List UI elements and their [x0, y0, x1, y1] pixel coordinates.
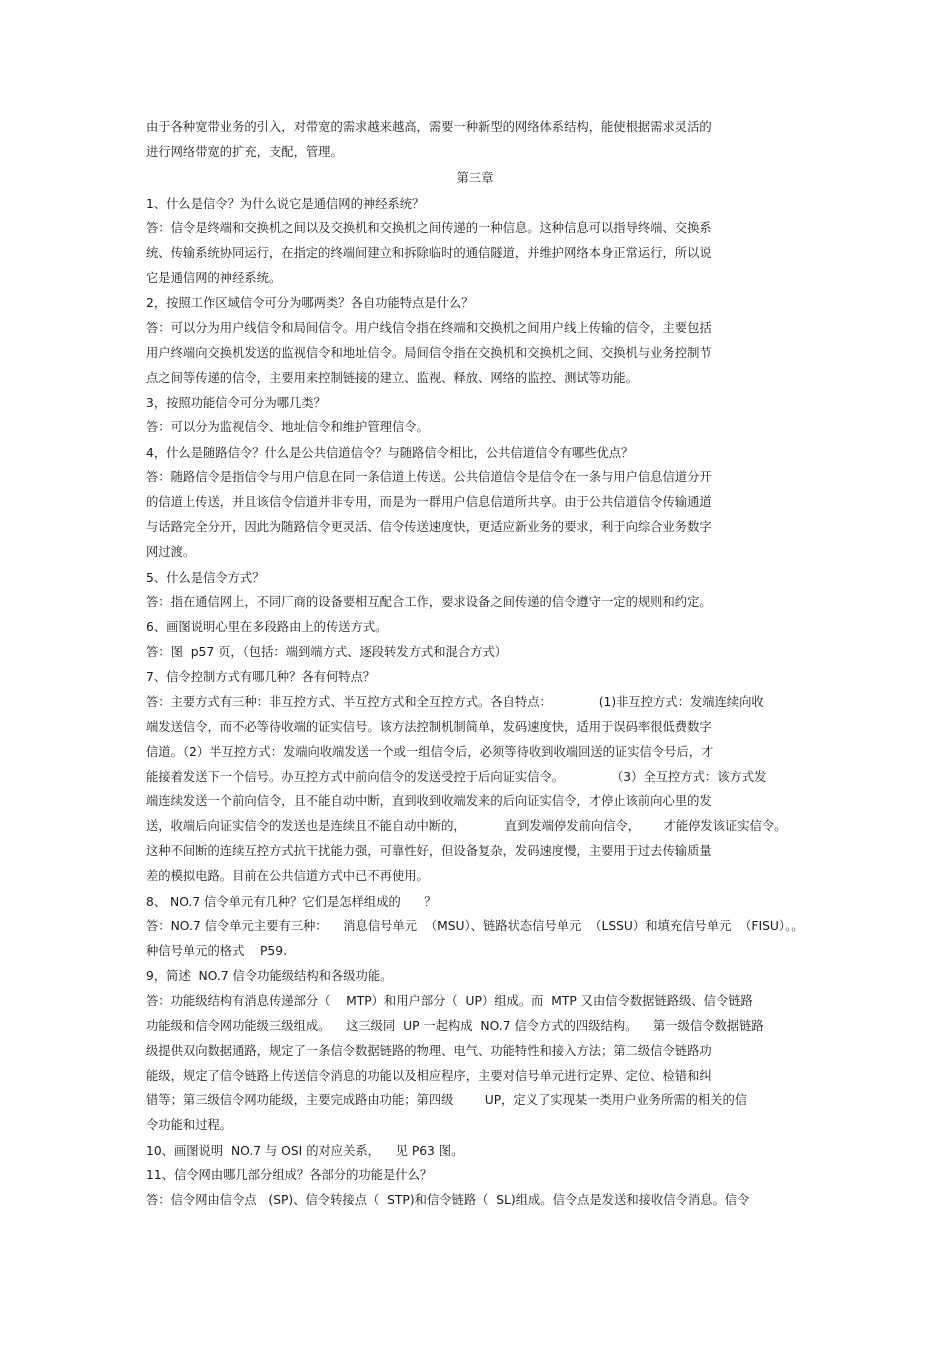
text-line: 功能级和信令网功能级三级组成。 这三级同 UP 一起构成 NO.7 信令方式的四级结构。 第一级信令数据链路	[146, 1019, 764, 1033]
answer-line: 答：功能级结构有消息传递部分（ MTP）和用户部分（ UP）组成。而 MTP 又由信令数据链路级、信令链路	[146, 994, 753, 1008]
text-line: 用户终端向交换机发送的监视信令和地址信令。局间信令指在交换机和交换机之间、交换机与业务控制节	[146, 346, 712, 360]
text-line: 由于各种宽带业务的引入，对带宽的需求越来越高，需要一种新型的网络体系结构，能使根据需求灵活的	[146, 120, 712, 134]
answer-line: 答：信令网由信令点 (SP)、信令转接点（ STP)和信令链路（ SL)组成。信令点是发送和接收信令消息。信令	[146, 1193, 750, 1207]
question-line: 5、什么是信令方式？	[146, 571, 265, 585]
text-line: 令功能和过程。	[146, 1118, 233, 1132]
text-line: 错等；第三级信令网功能级，主要完成路由功能；第四级 UP，定义了实现某一类用户业务所需的相关的信	[146, 1093, 748, 1107]
question-line: 8、 NO.7 信令单元有几种？它们是怎样组成的 ？	[146, 895, 437, 909]
question-line: 11、信令网由哪几部分组成？各部分的功能是什么？	[146, 1168, 433, 1182]
answer-line: 答：可以分为监视信令、地址信令和维护管理信令。	[146, 420, 429, 434]
text-line: 网过渡。	[146, 545, 196, 559]
question-line: 6、画图说明心里在多段路由上的传送方式。	[146, 620, 388, 634]
text-line: 端发送信令，而不必等待收端的证实信号。该方法控制机制简单，发码速度快，适用于误码率很低费数字	[146, 720, 712, 734]
text-line: 送，收端后向证实信令的发送也是连续且不能自动中断的， 直到发端停发前向信令， 才能停发该证实信令。	[146, 819, 787, 833]
question-line: 9，简述 NO.7 信令功能级结构和各级功能。	[146, 969, 393, 983]
answer-line: 答：指在通信网上，不同厂商的设备要相互配合工作，要求设备之间传递的信令遵守一定的规则和约定。	[146, 595, 712, 609]
question-line: 2，按照工作区域信令可分为哪两类？各自功能特点是什么？	[146, 296, 474, 310]
text-line: 信道。（2）半互控方式：发端向收端发送一个或一组信令后，必须等待收到收端回送的证实信令号后，才	[146, 745, 714, 759]
answer-line: 答：随路信令是指信令与用户信息在同一条信道上传送。公共信道信令是信令在一条与用户信息信道分开	[146, 470, 712, 484]
answer-line: 答：信令是终端和交换机之间以及交换机和交换机之间传递的一种信息。这种信息可以指导终端、交换系	[146, 221, 712, 235]
text-line: 差的模拟电路。目前在公共信道方式中已不再使用。	[146, 869, 429, 883]
chapter-heading: 第三章	[456, 171, 494, 185]
question-line: 7、信令控制方式有哪几种？各有何特点？	[146, 670, 376, 684]
text-line: 与话路完全分开，因此为随路信令更灵活、信令传送速度快，更适应新业务的要求，利于向综合业务数字	[146, 520, 712, 534]
text-line: 能级，规定了信令链路上传送信令消息的功能以及相应程序，主要对信号单元进行定界、定位、检错和纠	[146, 1069, 712, 1083]
text-line: 统、传输系统协同运行，在指定的终端间建立和拆除临时的通信隧道，并维护网络本身正常运行，所以说	[146, 246, 712, 260]
text-line: 能接着发送下一个信号。办互控方式中前向信令的发送受控于后向证实信令。 （3）全互控方式：该方式发	[146, 770, 767, 784]
question-line: 3，按照功能信令可分为哪几类？	[146, 396, 326, 410]
answer-line: 答：NO.7 信令单元主要有三种： 消息信号单元 （MSU）、链路状态信号单元 （LSSU）和填充信号单元 （FISU）。。	[146, 919, 804, 933]
text-line: 进行网络带宽的扩充，支配，管理。	[146, 145, 343, 159]
text-line: 这种不间断的连续互控方式抗干扰能力强，可靠性好，但设备复杂，发码速度慢，主要用于过去传输质量	[146, 844, 712, 858]
text-line: 种信号单元的格式 P59.	[146, 944, 287, 958]
text-line: 级提供双向数据通路，规定了一条信令数据链路的物理、电气、功能特性和接入方法；第二级信令链路功	[146, 1044, 712, 1058]
text-line: 它是通信网的神经系统。	[146, 271, 282, 285]
question-line: 4，什么是随路信令？什么是公共信道信令？与随路信令相比，公共信道信令有哪些优点？	[146, 446, 634, 460]
answer-line: 答：主要方式有三种：非互控方式、半互控方式和全互控方式。各自特点： (1)非互控方式：发端连续向收	[146, 695, 764, 709]
answer-line: 答：可以分为用户线信令和局间信令。用户线信令指在终端和交换机之间用户线上传输的信令，主要包括	[146, 321, 712, 335]
text-line: 的信道上传送，并且该信令信道并非专用，而是为一群用户信息信道所共享。由于公共信道信令传输通道	[146, 495, 712, 509]
question-line: 1、什么是信令？为什么说它是通信网的神经系统？	[146, 197, 425, 211]
text-line: 端连续发送一个前向信令，且不能自动中断，直到收到收端发来的后向证实信令，才停止该前向心里的发	[146, 794, 712, 808]
text-line: 点之间等传递的信令，主要用来控制链接的建立、监视、释放、网络的监控、测试等功能。	[146, 371, 638, 385]
question-line: 10、画图说明 NO.7 与 OSI 的对应关系， 见 P63 图。	[146, 1144, 464, 1158]
answer-line: 答：图 p57 页，（包括：端到端方式、逐段转发方式和混合方式）	[146, 645, 508, 659]
